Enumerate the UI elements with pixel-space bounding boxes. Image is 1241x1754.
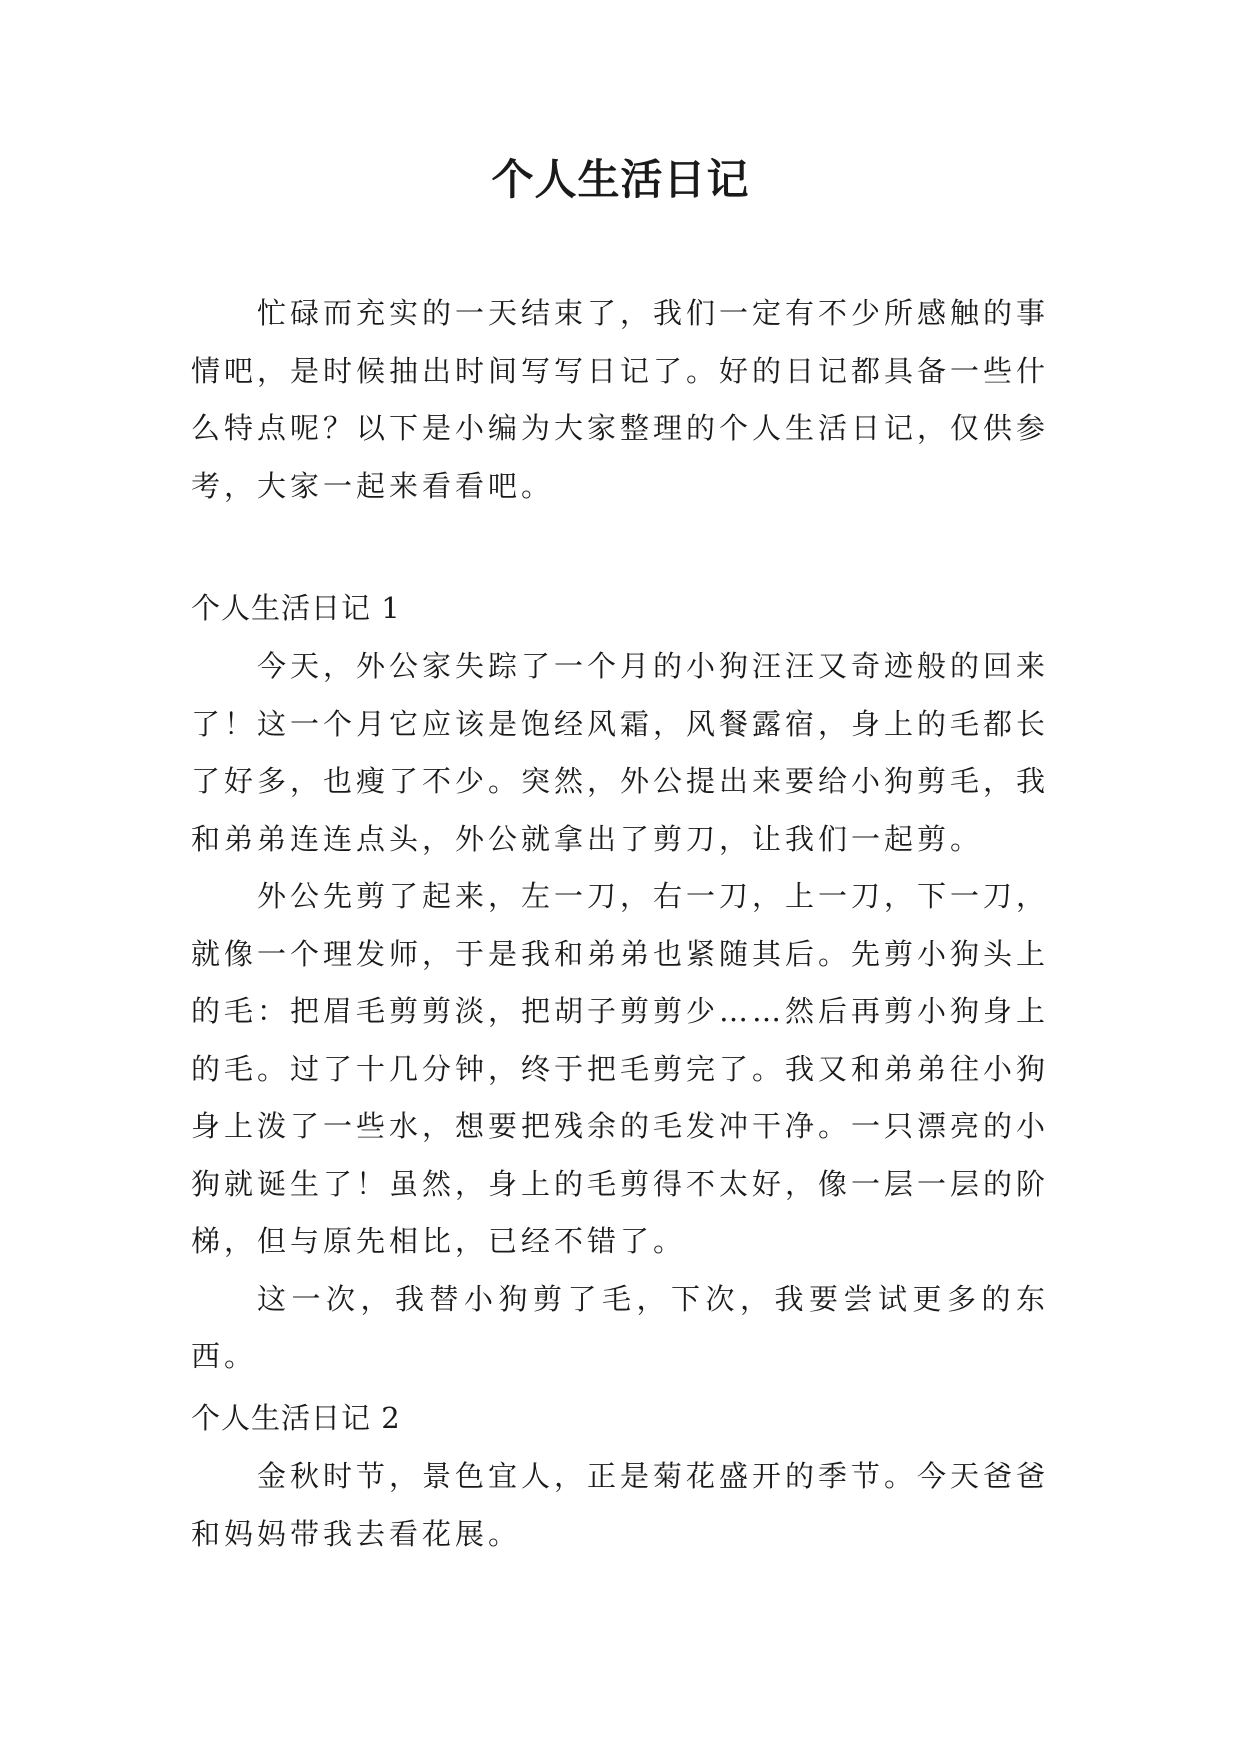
intro-paragraph: 忙碌而充实的一天结束了，我们一定有不少所感触的事情吧，是时候抽出时间写写日记了。好的日记都具备一些什么特点呢？以下是小编为大家整理的个人生活日记，仅供参考，大家一起来看看吧。	[191, 296, 1050, 503]
document-title: 个人生活日记	[491, 155, 750, 204]
diary-heading-2: 个人生活日记 2	[191, 1401, 401, 1435]
diary-1-paragraph-3: 这一次，我替小狗剪了毛，下次，我要尝试更多的东西。	[191, 1281, 1049, 1373]
intro-block	[191, 285, 1049, 515]
diary-1-paragraph-2: 外公先剪了起来，左一刀，右一刀，上一刀，下一刀，就像一个理发师，于是我和弟弟也紧随其后。先剪小狗头上的毛：把眉毛剪剪淡，把胡子剪剪少……然后再剪小狗身上的毛。过了十几分钟，终于把毛剪完了。我又和弟弟往小狗身上泼了一些水，想要把残余的毛发冲干净。一只漂亮的小狗就诞生了！虽然，身上的毛剪得不太好，像一层一层的阶梯，但与原先相比，已经不错了。	[191, 879, 1050, 1258]
diary-entry-1	[191, 638, 1049, 1386]
diary-1-paragraph-1: 今天，外公家失踪了一个月的小狗汪汪又奇迹般的回来了！这一个月它应该是饱经风霜，风餐露宿，身上的毛都长了好多，也瘦了不少。突然，外公提出来要给小狗剪毛，我和弟弟连连点头，外公就拿出了剪刀，让我们一起剪。	[191, 649, 1050, 856]
diary-heading-1: 个人生活日记 1	[191, 591, 401, 625]
diary-2-paragraph-1: 金秋时节，景色宜人，正是菊花盛开的季节。今天爸爸和妈妈带我去看花展。	[191, 1459, 1050, 1551]
diary-entry-2	[191, 1448, 1049, 1563]
